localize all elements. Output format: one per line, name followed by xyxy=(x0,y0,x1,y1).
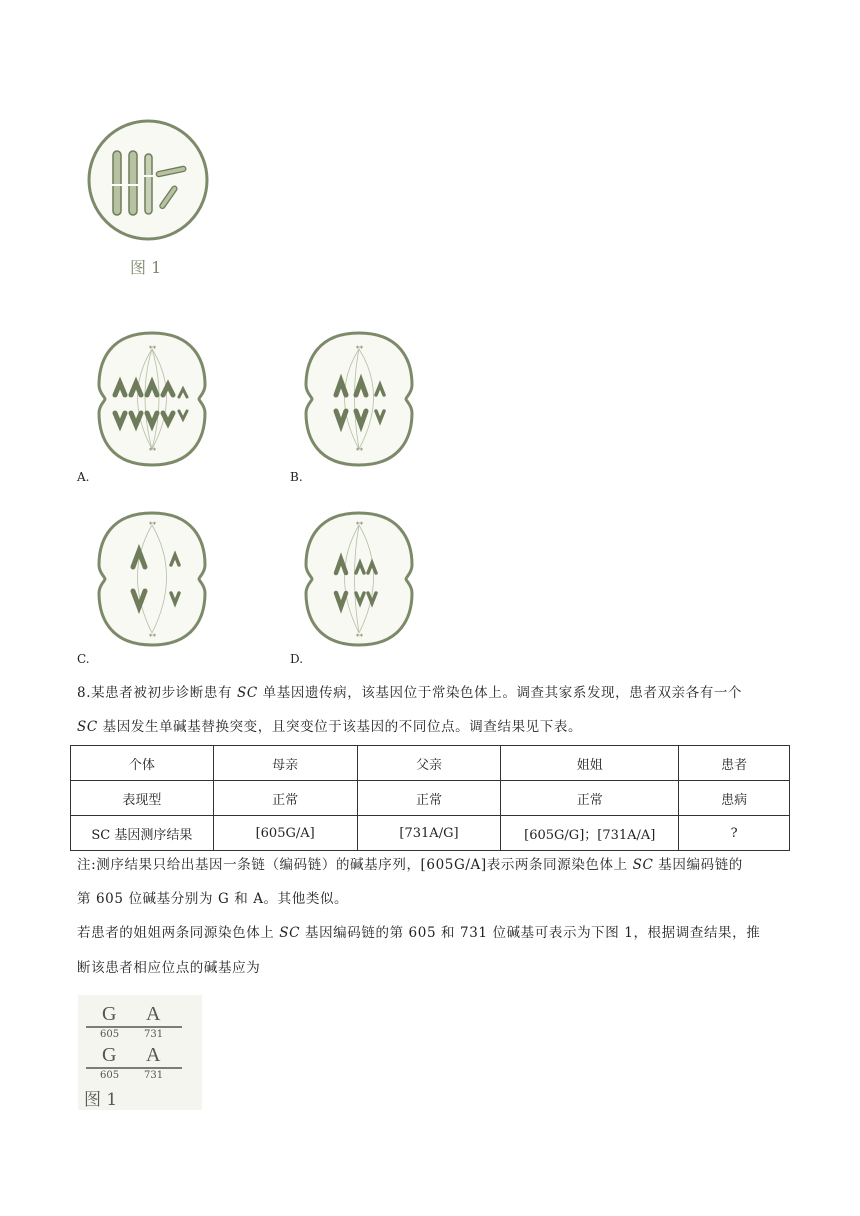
option-c-label: C. xyxy=(77,652,90,666)
question-line2-gene: SC xyxy=(77,719,98,735)
figure1-cell-diagram xyxy=(86,118,216,243)
svg-text:**: ** xyxy=(149,521,156,529)
svg-text:**: ** xyxy=(149,345,156,353)
table-cell: 母亲 xyxy=(213,746,357,781)
question-line1-prefix: 8.某患者被初步诊断患有 xyxy=(77,685,237,701)
table-cell: SC 基因测序结果 xyxy=(71,816,214,851)
figure2-top-base-731: A xyxy=(146,1003,161,1025)
table-cell: [605G/G]；[731A/A] xyxy=(501,816,679,851)
table-cell: [605G/A] xyxy=(213,816,357,851)
figure2-top-base-605: G xyxy=(102,1003,117,1025)
question2-line1-gene: SC xyxy=(279,925,301,941)
table-row xyxy=(71,746,790,781)
option-d-label: D. xyxy=(290,652,304,666)
table-row xyxy=(71,816,790,851)
question2-line-2: 断该患者相应位点的碱基应为 xyxy=(77,960,261,976)
note-line1-suffix: 基因编码链的 xyxy=(653,857,743,873)
figure2-caption: 图 1 xyxy=(84,1090,118,1110)
svg-text:**: ** xyxy=(356,633,363,641)
figure2-bottom-pos-605: 605 xyxy=(100,1070,120,1081)
table-cell: [731A/G] xyxy=(357,816,501,851)
figure2-top-pos-605: 605 xyxy=(100,1029,120,1040)
option-b-diagram xyxy=(300,325,418,473)
table-cell: 患病 xyxy=(679,781,790,816)
question-line2-suffix: 基因发生单碱基替换突变，且突变位于该基因的不同位点。调查结果见下表。 xyxy=(97,719,583,735)
figure2-top-pos-731: 731 xyxy=(144,1029,164,1040)
figure2-base-diagram xyxy=(78,995,202,1110)
note-line1-prefix: 注:测序结果只给出基因一条链（编码链）的碱基序列，[605G/A]表示两条同源染色体上 xyxy=(77,857,633,873)
note-line1-gene: SC xyxy=(632,857,654,873)
question-line-1 xyxy=(77,683,742,703)
figure2-bottom-base-605: G xyxy=(102,1044,117,1066)
table-cell: 正常 xyxy=(357,781,501,816)
question-line1-suffix: 单基因遗传病，该基因位于常染色体上。调查其家系发现，患者双亲各有一个 xyxy=(257,685,743,701)
question2-line-1 xyxy=(77,923,760,943)
note-line-1 xyxy=(77,855,743,875)
svg-text:**: ** xyxy=(149,633,156,641)
table-cell: 个体 xyxy=(71,746,214,781)
figure2-bottom-base-731: A xyxy=(146,1044,161,1066)
svg-text:**: ** xyxy=(356,447,363,455)
option-a-diagram xyxy=(93,325,211,473)
table-row xyxy=(71,781,790,816)
table-cell: 患者 xyxy=(679,746,790,781)
question-line1-gene: SC xyxy=(236,685,258,701)
svg-text:**: ** xyxy=(356,521,363,529)
table-cell: ? xyxy=(679,816,790,851)
question-line-2 xyxy=(77,717,582,737)
table-cell: 表现型 xyxy=(71,781,214,816)
table-cell: 正常 xyxy=(501,781,679,816)
figure2-bottom-pos-731: 731 xyxy=(144,1070,164,1081)
option-b-label: B. xyxy=(290,470,303,484)
results-table xyxy=(70,745,790,851)
question2-line1-prefix: 若患者的姐姐两条同源染色体上 xyxy=(77,925,280,941)
table-cell: 父亲 xyxy=(357,746,501,781)
svg-text:**: ** xyxy=(149,447,156,455)
question2-line1-suffix: 基因编码链的第 605 和 731 位碱基可表示为下图 1，根据调查结果，推 xyxy=(300,925,761,941)
option-a-label: A. xyxy=(77,470,90,484)
option-c-diagram xyxy=(93,505,211,653)
svg-text:**: ** xyxy=(356,345,363,353)
table-cell: 正常 xyxy=(213,781,357,816)
option-d-diagram xyxy=(300,505,418,653)
table-cell: 姐姐 xyxy=(501,746,679,781)
figure1-caption: 图 1 xyxy=(130,258,162,277)
note-line-2: 第 605 位碱基分别为 G 和 A。其他类似。 xyxy=(77,891,349,907)
